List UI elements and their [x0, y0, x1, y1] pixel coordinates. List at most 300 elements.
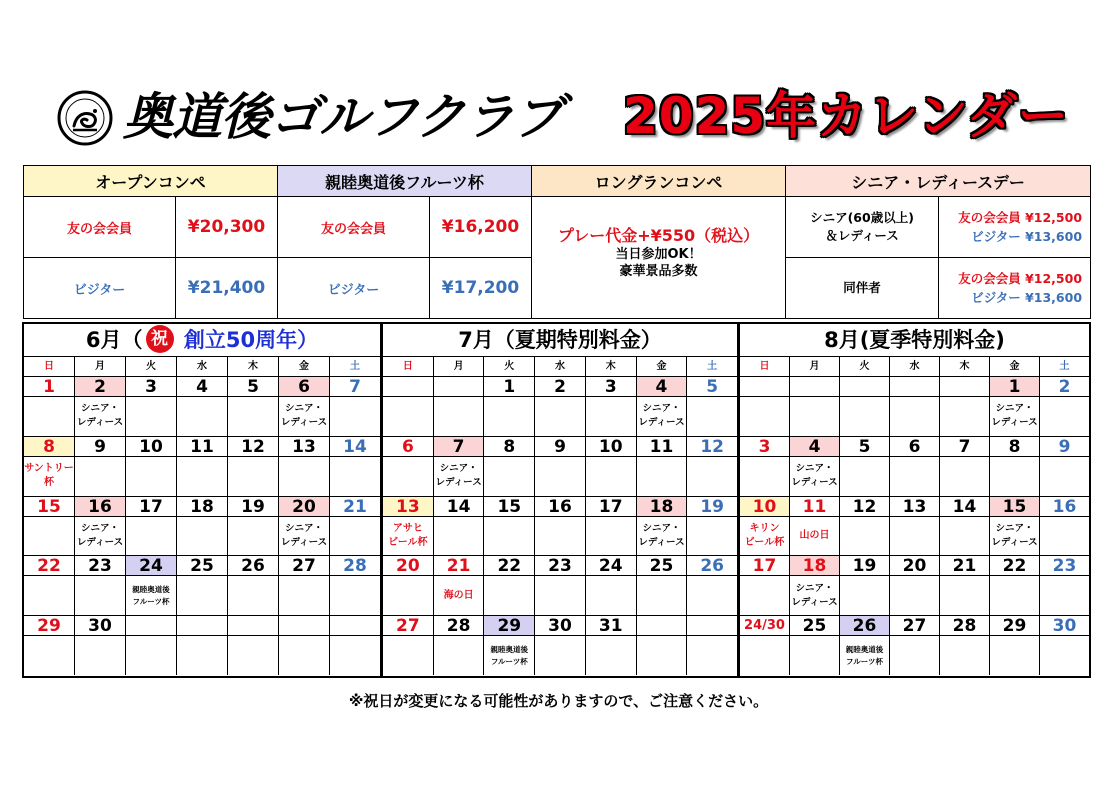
day-event-cell	[383, 457, 433, 496]
empty-event	[840, 517, 889, 556]
day-event-cell	[227, 636, 278, 675]
empty-event	[687, 517, 737, 556]
event-label: シニア・ レディース	[791, 463, 838, 489]
calendar-day: 2	[1039, 377, 1089, 396]
calendar-day: 22	[989, 556, 1039, 575]
calendar-day: 13	[889, 497, 939, 516]
event-label: シニア・ レディース	[280, 403, 328, 429]
calendar-day: 9	[74, 437, 125, 456]
empty-event	[1040, 576, 1089, 615]
calendar-week	[383, 437, 737, 497]
day-event-cell	[24, 517, 74, 556]
day-event-cell	[176, 517, 227, 556]
companion-label: 同伴者	[786, 258, 939, 319]
empty-event	[228, 517, 278, 556]
empty-event	[126, 517, 176, 556]
empty-event	[790, 636, 839, 675]
empty-event	[1040, 636, 1089, 675]
day-event-cell	[740, 517, 789, 556]
empty-event	[586, 397, 636, 436]
calendar-day: 16	[1039, 497, 1089, 516]
empty-event	[940, 457, 989, 496]
calendar-day: 30	[74, 616, 125, 635]
calendar-day: 31	[585, 616, 636, 635]
day-event-cell	[636, 397, 687, 436]
empty-event	[484, 576, 534, 615]
calendar-day: 26	[227, 556, 278, 575]
empty-event	[228, 397, 278, 436]
calendar-day	[839, 377, 889, 396]
day-event-cell	[24, 636, 74, 675]
companion-member-price: 友の会会員 ¥12,500	[958, 271, 1083, 286]
calendar-day	[125, 616, 176, 635]
shinboku-visitor-price: ¥17,200	[430, 258, 532, 319]
event-label: 親睦奥道後 フルーツ杯	[132, 584, 170, 606]
empty-event	[840, 397, 889, 436]
day-event-cell	[74, 457, 125, 496]
day-event-cell	[1039, 576, 1089, 615]
day-event-cell	[329, 397, 380, 436]
day-event-cell	[227, 397, 278, 436]
calendar-day: 24/30	[744, 618, 785, 634]
calendar-week	[383, 616, 737, 676]
calendar-day: 11	[789, 497, 839, 516]
day-event-cell	[789, 517, 839, 556]
day-event-cell	[989, 397, 1039, 436]
empty-event	[434, 397, 484, 436]
empty-event	[228, 457, 278, 496]
month-grid	[383, 357, 737, 676]
empty-event	[586, 576, 636, 615]
calendar-day: 28	[329, 556, 380, 575]
event-label: 山の日	[799, 529, 830, 541]
empty-event	[940, 636, 989, 675]
date-row	[24, 437, 380, 457]
empty-event	[687, 457, 737, 496]
event-label: アサヒ ビール杯	[388, 522, 428, 548]
calendar-day: 4	[636, 377, 687, 396]
calendar-day: 22	[37, 556, 61, 576]
day-event-cell	[125, 636, 176, 675]
weekday-label: 水	[534, 357, 585, 376]
longrun-info	[532, 197, 786, 319]
day-event-cell	[839, 576, 889, 615]
weekday-label: 日	[759, 361, 770, 372]
calendar-day: 25	[789, 616, 839, 635]
day-event-cell	[176, 576, 227, 615]
empty-event	[177, 397, 227, 436]
day-event-cell	[939, 397, 989, 436]
month-august	[737, 324, 1089, 676]
empty-event	[890, 576, 939, 615]
header	[57, 84, 1067, 154]
event-label: キリン ビール杯	[744, 522, 785, 548]
calendar-day: 14	[433, 497, 484, 516]
day-event-cell	[125, 397, 176, 436]
calendar-day: 11	[176, 437, 227, 456]
day-event-cell	[839, 517, 889, 556]
event-row	[740, 636, 1089, 675]
calendar-day: 30	[534, 616, 585, 635]
calendar-day: 7	[433, 437, 484, 456]
weekday-label: 火	[483, 357, 534, 376]
day-event-cell	[839, 397, 889, 436]
calendar-day: 12	[839, 497, 889, 516]
calendar-day: 10	[585, 437, 636, 456]
empty-event	[740, 457, 789, 496]
date-row	[383, 497, 737, 517]
empty-event	[126, 457, 176, 496]
calendar-day: 5	[686, 377, 737, 396]
empty-event	[940, 397, 989, 436]
calendar-day: 21	[329, 497, 380, 516]
calendar-day: 17	[752, 556, 777, 576]
event-row	[24, 517, 380, 556]
empty-event	[890, 636, 939, 675]
empty-event	[940, 576, 989, 615]
day-event-cell	[585, 517, 636, 556]
day-event-cell	[534, 517, 585, 556]
empty-event	[177, 636, 227, 675]
day-event-cell	[176, 636, 227, 675]
day-event-cell	[686, 636, 737, 675]
event-row	[383, 636, 737, 675]
day-event-cell	[939, 576, 989, 615]
calendar-day: 25	[636, 556, 687, 575]
day-event-cell	[278, 457, 329, 496]
empty-event	[434, 517, 484, 556]
event-row	[24, 636, 380, 675]
empty-event	[330, 457, 380, 496]
empty-event	[383, 636, 433, 675]
empty-event	[177, 457, 227, 496]
calendar-title: 2025年カレンダー	[623, 87, 1069, 145]
day-event-cell	[889, 517, 939, 556]
calendar-day: 3	[125, 377, 176, 396]
calendar-week	[24, 497, 380, 557]
empty-event	[990, 457, 1039, 496]
empty-event	[687, 636, 737, 675]
calendar-day: 20	[889, 556, 939, 575]
weekday-header-row	[24, 357, 380, 377]
calendar-day: 10	[740, 497, 789, 516]
empty-event	[330, 397, 380, 436]
calendar-day: 21	[433, 556, 484, 575]
date-row	[383, 377, 737, 397]
calendar-day: 27	[889, 616, 939, 635]
calendar-day	[433, 377, 484, 396]
calendar-day: 11	[636, 437, 687, 456]
date-row	[740, 556, 1089, 576]
footer-note: ※祝日が変更になる可能性がありますので、ご注意ください。	[348, 692, 769, 710]
calendar-day: 26	[839, 616, 889, 635]
calendar-day: 30	[1039, 616, 1089, 635]
date-row	[383, 616, 737, 636]
club-name: 奥道後ゴルフクラブ	[123, 88, 563, 146]
month-title-july: 7月（夏期特別料金）	[383, 324, 737, 357]
empty-event	[24, 517, 74, 556]
weekday-header-row	[740, 357, 1089, 377]
senior-label-line1: シニア(60歳以上)	[810, 210, 914, 225]
day-event-cell	[125, 517, 176, 556]
calendar-week	[383, 497, 737, 557]
anniversary-label: 創立50周年）	[176, 328, 319, 352]
month-title-june-prefix: 6月（	[85, 328, 143, 352]
calendar-day: 8	[989, 437, 1039, 456]
day-event-cell	[534, 397, 585, 436]
header-longrun-compe: ロングランコンペ	[532, 166, 786, 197]
day-event-cell	[125, 576, 176, 615]
event-row	[383, 457, 737, 496]
day-event-cell	[176, 457, 227, 496]
event-row	[383, 576, 737, 615]
month-title-august: 8月(夏季特別料金)	[740, 324, 1089, 357]
event-row	[740, 576, 1089, 615]
empty-event	[890, 517, 939, 556]
day-event-cell	[74, 636, 125, 675]
shinboku-member-label: 友の会会員	[278, 197, 430, 258]
day-event-cell	[483, 636, 534, 675]
calendar-week	[740, 377, 1089, 437]
day-event-cell	[534, 576, 585, 615]
day-event-cell	[686, 517, 737, 556]
calendar-day: 19	[686, 497, 737, 516]
event-label: シニア・ レディース	[435, 463, 482, 489]
calendar-day: 16	[74, 497, 125, 516]
day-event-cell	[839, 457, 889, 496]
empty-event	[637, 457, 687, 496]
open-member-label: 友の会会員	[24, 197, 176, 258]
calendar-day: 19	[227, 497, 278, 516]
calendar-week	[24, 377, 380, 437]
weekday-header-row	[383, 357, 737, 377]
day-event-cell	[740, 457, 789, 496]
day-event-cell	[740, 397, 789, 436]
day-event-cell	[889, 397, 939, 436]
empty-event	[484, 517, 534, 556]
calendar-day: 29	[989, 616, 1039, 635]
day-event-cell	[839, 636, 889, 675]
event-row	[383, 517, 737, 556]
day-event-cell	[789, 636, 839, 675]
event-label: シニア・ レディース	[76, 403, 124, 429]
empty-event	[330, 576, 380, 615]
calendar-day: 18	[789, 556, 839, 575]
calendar-day: 2	[74, 377, 125, 396]
club-emblem-logo	[57, 90, 113, 146]
empty-event	[586, 517, 636, 556]
empty-event	[990, 576, 1039, 615]
day-event-cell	[636, 517, 687, 556]
empty-event	[535, 576, 585, 615]
calendar-day: 14	[939, 497, 989, 516]
month-grid	[24, 357, 380, 676]
calendar-day: 13	[383, 497, 433, 516]
empty-event	[637, 576, 687, 615]
empty-event	[687, 576, 737, 615]
weekday-label: 日	[44, 361, 54, 372]
day-event-cell	[939, 517, 989, 556]
calendar-week	[740, 437, 1089, 497]
empty-event	[279, 457, 329, 496]
day-event-cell	[1039, 397, 1089, 436]
calendar-day: 9	[534, 437, 585, 456]
calendar-day: 23	[534, 556, 585, 575]
day-event-cell	[24, 397, 74, 436]
senior-member-price: 友の会会員 ¥12,500	[958, 210, 1083, 225]
senior-label-line2: ＆レディース	[825, 228, 899, 243]
day-event-cell	[740, 636, 789, 675]
weekday-label: 月	[74, 357, 125, 376]
event-row	[740, 397, 1089, 436]
longrun-prizes: 豪華景品多数	[619, 264, 698, 279]
longrun-sameday: 当日参加OK！	[615, 247, 702, 262]
weekday-label: 火	[125, 357, 176, 376]
day-event-cell	[483, 457, 534, 496]
calendar-day: 10	[125, 437, 176, 456]
day-event-cell	[74, 576, 125, 615]
calendar-day: 6	[401, 436, 414, 456]
empty-event	[75, 636, 125, 675]
calendar-day: 24	[585, 556, 636, 575]
companion-visitor-price: ビジター ¥13,600	[971, 290, 1083, 305]
day-event-cell	[585, 457, 636, 496]
event-row	[740, 457, 1089, 496]
calendar-day: 15	[37, 496, 61, 516]
day-event-cell	[889, 457, 939, 496]
day-event-cell	[433, 636, 484, 675]
price-table	[23, 165, 1091, 319]
day-event-cell	[24, 457, 74, 496]
calendar-day: 27	[396, 616, 420, 636]
date-row	[383, 556, 737, 576]
date-row	[24, 556, 380, 576]
calendar-day: 23	[74, 556, 125, 575]
calendar-day: 1	[43, 377, 55, 396]
calendar-day: 15	[989, 497, 1039, 516]
empty-event	[383, 397, 433, 436]
date-row	[24, 616, 380, 636]
weekday-label: 金	[278, 357, 329, 376]
celebration-badge: 祝	[146, 325, 174, 353]
empty-event	[1040, 517, 1089, 556]
empty-event	[1040, 397, 1089, 436]
day-event-cell	[686, 457, 737, 496]
header-open-compe: オープンコンペ	[24, 166, 278, 197]
day-event-cell	[534, 636, 585, 675]
calendar-day: 9	[1039, 437, 1089, 456]
calendar-day	[740, 377, 789, 396]
event-label: 親睦奥道後 フルーツ杯	[845, 644, 884, 666]
calendar-day: 16	[534, 497, 585, 516]
calendar-day: 28	[939, 616, 989, 635]
day-event-cell	[329, 576, 380, 615]
empty-event	[330, 517, 380, 556]
empty-event	[228, 636, 278, 675]
event-label: シニア・ レディース	[638, 522, 685, 548]
calendar-day: 8	[24, 437, 74, 456]
empty-event	[24, 636, 74, 675]
empty-event	[940, 517, 989, 556]
companion-prices	[939, 258, 1091, 319]
day-event-cell	[585, 397, 636, 436]
empty-event	[484, 397, 534, 436]
empty-event	[228, 576, 278, 615]
empty-event	[586, 457, 636, 496]
date-row	[383, 437, 737, 457]
day-event-cell	[383, 397, 433, 436]
day-event-cell	[636, 636, 687, 675]
longrun-price: プレー代金+¥550（税込）	[557, 226, 760, 245]
day-event-cell	[433, 576, 484, 615]
day-event-cell	[989, 517, 1039, 556]
empty-event	[383, 457, 433, 496]
calendar-week	[740, 556, 1089, 616]
day-event-cell	[227, 517, 278, 556]
day-event-cell	[585, 576, 636, 615]
day-event-cell	[789, 576, 839, 615]
calendar-day: 18	[636, 497, 687, 516]
calendar-day: 21	[939, 556, 989, 575]
weekday-label: 土	[1039, 357, 1089, 376]
weekday-label: 水	[176, 357, 227, 376]
month-grid	[740, 357, 1089, 676]
month-july	[380, 324, 737, 676]
event-label: 海の日	[443, 589, 474, 601]
calendar-week	[740, 616, 1089, 676]
open-visitor-price: ¥21,400	[176, 258, 278, 319]
empty-event	[177, 576, 227, 615]
calendar-day: 23	[1039, 556, 1089, 575]
day-event-cell	[329, 517, 380, 556]
calendar-week	[383, 377, 737, 437]
day-event-cell	[383, 636, 433, 675]
day-event-cell	[24, 576, 74, 615]
calendar-day: 3	[758, 436, 771, 456]
day-event-cell	[740, 576, 789, 615]
weekday-label: 水	[889, 357, 939, 376]
empty-event	[890, 457, 939, 496]
day-event-cell	[329, 636, 380, 675]
weekday-label: 木	[939, 357, 989, 376]
event-label: シニア・ レディース	[76, 522, 124, 548]
calendar-day	[329, 616, 380, 635]
open-visitor-label: ビジター	[24, 258, 176, 319]
empty-event	[535, 397, 585, 436]
day-event-cell	[686, 397, 737, 436]
day-event-cell	[483, 397, 534, 436]
senior-visitor-price: ビジター ¥13,600	[971, 229, 1083, 244]
empty-event	[535, 517, 585, 556]
weekday-label: 金	[989, 357, 1039, 376]
shinboku-member-price: ¥16,200	[430, 197, 532, 258]
weekday-label: 金	[636, 357, 687, 376]
calendar-day: 6	[889, 437, 939, 456]
empty-event	[434, 636, 484, 675]
day-event-cell	[74, 517, 125, 556]
empty-event	[1040, 457, 1089, 496]
empty-event	[330, 636, 380, 675]
calendar-week	[24, 437, 380, 497]
empty-event	[790, 397, 839, 436]
day-event-cell	[125, 457, 176, 496]
empty-event	[75, 457, 125, 496]
calendar-day	[278, 616, 329, 635]
date-row	[24, 497, 380, 517]
empty-event	[383, 576, 433, 615]
day-event-cell	[278, 576, 329, 615]
event-row	[740, 517, 1089, 556]
